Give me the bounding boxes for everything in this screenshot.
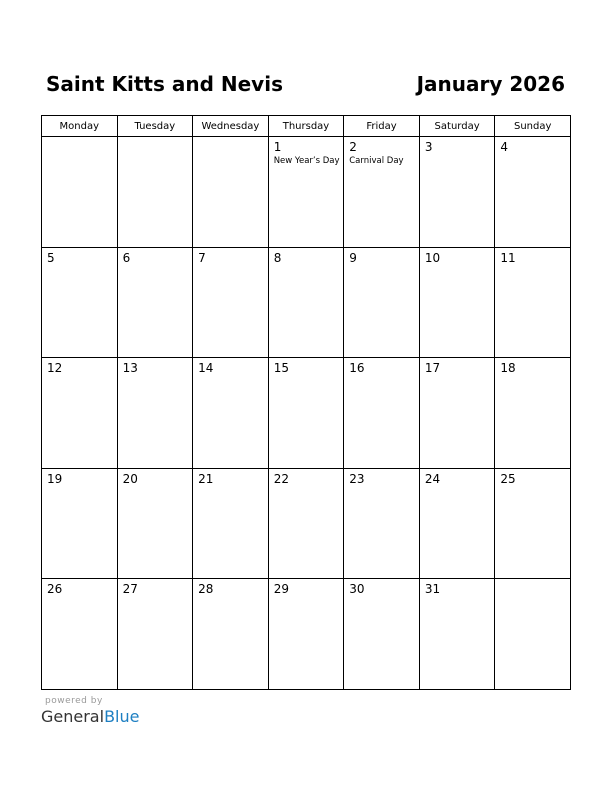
day-number: 3 xyxy=(424,140,433,154)
powered-by-text: powered by xyxy=(45,696,103,706)
day-cell xyxy=(42,137,118,248)
day-cell xyxy=(495,358,571,469)
day-cell xyxy=(193,137,269,248)
logo-text-blue: Blue xyxy=(104,707,140,726)
day-cell xyxy=(419,137,495,248)
day-number: 9 xyxy=(349,250,357,265)
day-number: 4 xyxy=(500,140,509,154)
day-cell xyxy=(495,137,571,248)
weekday-header: Tuesday xyxy=(117,116,193,137)
day-cell xyxy=(42,468,118,579)
day-number: 11 xyxy=(500,250,516,265)
day-cell xyxy=(495,468,571,579)
day-cell xyxy=(117,579,193,690)
day-number: 5 xyxy=(47,250,55,265)
day-number: 15 xyxy=(273,361,289,376)
holiday-label xyxy=(42,140,117,141)
weekday-header-row xyxy=(42,116,571,137)
week-row xyxy=(42,137,571,248)
day-number: 13 xyxy=(122,361,138,376)
day-number: 28 xyxy=(198,582,214,597)
weekday-header: Sunday xyxy=(495,116,571,137)
day-number: 27 xyxy=(122,582,138,597)
day-number: 16 xyxy=(349,361,365,376)
day-number: 10 xyxy=(424,250,441,265)
week-row xyxy=(42,358,571,469)
day-cell xyxy=(344,358,420,469)
holiday-label xyxy=(118,140,193,141)
day-cell xyxy=(419,579,495,690)
day-cell xyxy=(419,358,495,469)
day-number: 12 xyxy=(47,361,63,376)
day-cell xyxy=(117,468,193,579)
day-number: 31 xyxy=(424,582,441,597)
day-cell xyxy=(117,247,193,358)
day-number xyxy=(495,579,570,582)
day-cell xyxy=(268,247,344,358)
day-cell xyxy=(193,358,269,469)
day-cell xyxy=(268,579,344,690)
day-number: 25 xyxy=(500,471,516,486)
day-cell xyxy=(344,247,420,358)
weekday-header: Wednesday xyxy=(193,116,269,137)
day-cell xyxy=(268,137,344,248)
day-number: 23 xyxy=(349,471,365,486)
day-cell xyxy=(42,247,118,358)
weekday-header: Thursday xyxy=(268,116,344,137)
week-row xyxy=(42,579,571,690)
day-number: 29 xyxy=(273,582,289,597)
generalblue-logo[interactable] xyxy=(41,707,139,727)
calendar-country-title: Saint Kitts and Nevis xyxy=(46,72,283,96)
week-row xyxy=(42,247,571,358)
holiday-label xyxy=(193,140,268,141)
day-cell xyxy=(344,137,420,248)
day-number: 19 xyxy=(47,471,63,486)
day-cell xyxy=(419,468,495,579)
weekday-header: Monday xyxy=(42,116,118,137)
day-cell xyxy=(117,358,193,469)
weekday-header: Friday xyxy=(344,116,420,137)
day-number: 7 xyxy=(198,250,206,265)
day-cell xyxy=(268,358,344,469)
day-number: 8 xyxy=(273,250,282,265)
day-cell xyxy=(495,579,571,690)
day-number: 20 xyxy=(122,471,138,486)
day-number: 1 xyxy=(273,140,282,154)
day-cell xyxy=(193,468,269,579)
day-cell xyxy=(419,247,495,358)
day-number: 18 xyxy=(500,361,516,376)
day-cell xyxy=(42,579,118,690)
day-number: 14 xyxy=(198,361,214,376)
day-cell xyxy=(495,247,571,358)
day-number: 6 xyxy=(122,250,131,265)
day-cell xyxy=(344,579,420,690)
day-number: 26 xyxy=(47,582,63,597)
holiday-label: New Year’s Day xyxy=(273,156,340,166)
calendar-month-title: January 2026 xyxy=(416,72,565,96)
day-number: 2 xyxy=(349,140,357,154)
day-cell xyxy=(268,468,344,579)
day-cell xyxy=(42,358,118,469)
day-cell xyxy=(193,247,269,358)
holiday-label: Carnival Day xyxy=(349,156,404,166)
day-number: 17 xyxy=(424,361,441,376)
week-row xyxy=(42,468,571,579)
day-number: 24 xyxy=(424,471,441,486)
holiday-label xyxy=(495,154,570,155)
day-number: 21 xyxy=(198,471,214,486)
day-cell xyxy=(117,137,193,248)
day-cell xyxy=(193,579,269,690)
calendar-grid xyxy=(41,115,571,690)
holiday-label xyxy=(420,154,495,155)
weekday-header: Saturday xyxy=(419,116,495,137)
day-number: 30 xyxy=(349,582,365,597)
logo-text-general: General xyxy=(41,707,105,726)
day-number: 22 xyxy=(273,471,289,486)
day-cell xyxy=(344,468,420,579)
